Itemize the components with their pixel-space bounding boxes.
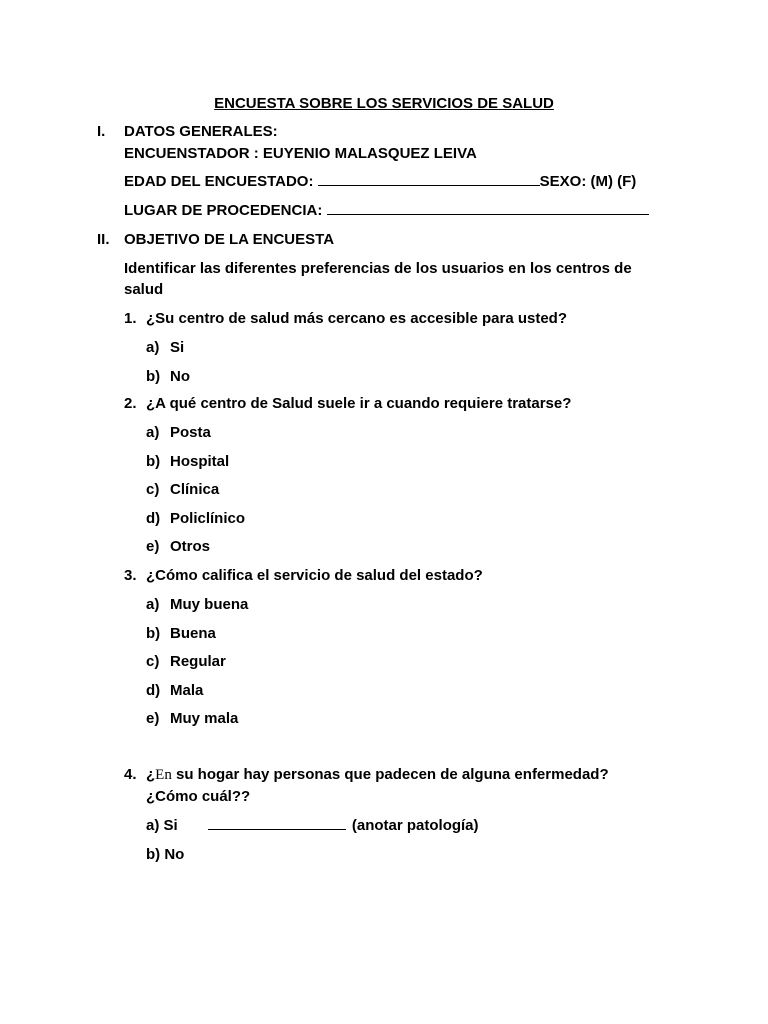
lugar-label: LUGAR DE PROCEDENCIA:: [124, 202, 323, 219]
question-2-option-letter: a): [146, 424, 160, 441]
question-2-option-text[interactable]: Clínica: [170, 481, 220, 498]
question-4-option-a-note: (anotar patología): [351, 817, 479, 834]
edad-line: [124, 172, 636, 192]
question-4-number: 4.: [124, 766, 137, 783]
question-4-option-b: b) No: [146, 846, 185, 863]
edad-label: EDAD DEL ENCUESTADO:: [124, 173, 314, 190]
question-4-text: [146, 765, 609, 785]
question-2-option-text[interactable]: Posta: [170, 424, 211, 441]
question-3-text: ¿Cómo califica el servicio de salud del estado?: [146, 567, 483, 584]
question-3-option-text[interactable]: Buena: [170, 625, 216, 642]
question-2-option-text[interactable]: Policlínico: [170, 510, 246, 527]
question-1-option-letter: b): [146, 368, 161, 385]
objective-text-line-2: salud: [124, 281, 164, 298]
lugar-blank[interactable]: [327, 213, 649, 215]
question-4-option-a: [146, 816, 479, 836]
question-1-number: 1.: [124, 310, 137, 327]
question-4-text-rest: su hogar hay personas que padecen de alguna enfermedad?: [171, 766, 609, 783]
question-2-text: ¿A qué centro de Salud suele ir a cuando requiere tratarse?: [146, 395, 572, 412]
question-3-option-text[interactable]: Mala: [170, 682, 204, 699]
question-1-text: ¿Su centro de salud más cercano es accesible para usted?: [146, 310, 568, 327]
question-2-option-letter: c): [146, 481, 160, 498]
question-3-option-letter: a): [146, 596, 160, 613]
question-1-option-text[interactable]: Si: [170, 339, 185, 356]
encuestador-line: ENCUENSTADOR : EUYENIO MALASQUEZ LEIVA: [124, 145, 477, 162]
question-3-number: 3.: [124, 567, 137, 584]
question-3-option-letter: c): [146, 653, 160, 670]
question-1-option-letter: a): [146, 339, 160, 356]
question-4-text-serif: En: [155, 767, 172, 783]
question-3-option-text[interactable]: Muy mala: [170, 710, 239, 727]
question-2-option-letter: d): [146, 510, 161, 527]
question-4-text-prefix: ¿: [146, 766, 156, 783]
question-3-option-text[interactable]: Muy buena: [170, 596, 249, 613]
section-2-numeral: II.: [97, 231, 110, 248]
question-4-option-a-label: a) Si: [146, 817, 178, 834]
question-2-number: 2.: [124, 395, 137, 412]
question-2-option-text[interactable]: Hospital: [170, 453, 230, 470]
question-2-option-letter: e): [146, 538, 160, 555]
sexo-label: SEXO: (M) (F): [539, 173, 637, 190]
question-3-option-letter: e): [146, 710, 160, 727]
section-2-heading: OBJETIVO DE LA ENCUESTA: [124, 231, 335, 248]
question-3-option-letter: b): [146, 625, 161, 642]
question-2-option-text[interactable]: Otros: [170, 538, 211, 555]
pathology-blank[interactable]: [208, 828, 346, 830]
section-1-numeral: I.: [97, 123, 106, 140]
survey-title: ENCUESTA SOBRE LOS SERVICIOS DE SALUD: [214, 95, 554, 112]
edad-blank[interactable]: [318, 184, 540, 186]
question-4-text-line-2: ¿Cómo cuál??: [146, 788, 251, 805]
objective-text-line-1: Identificar las diferentes preferencias de los usuarios en los centros de: [124, 260, 632, 277]
question-2-option-letter: b): [146, 453, 161, 470]
question-1-option-text[interactable]: No: [170, 368, 190, 385]
section-1-heading: DATOS GENERALES:: [124, 123, 278, 140]
question-3-option-text[interactable]: Regular: [170, 653, 226, 670]
question-3-option-letter: d): [146, 682, 161, 699]
lugar-line: [124, 201, 649, 221]
